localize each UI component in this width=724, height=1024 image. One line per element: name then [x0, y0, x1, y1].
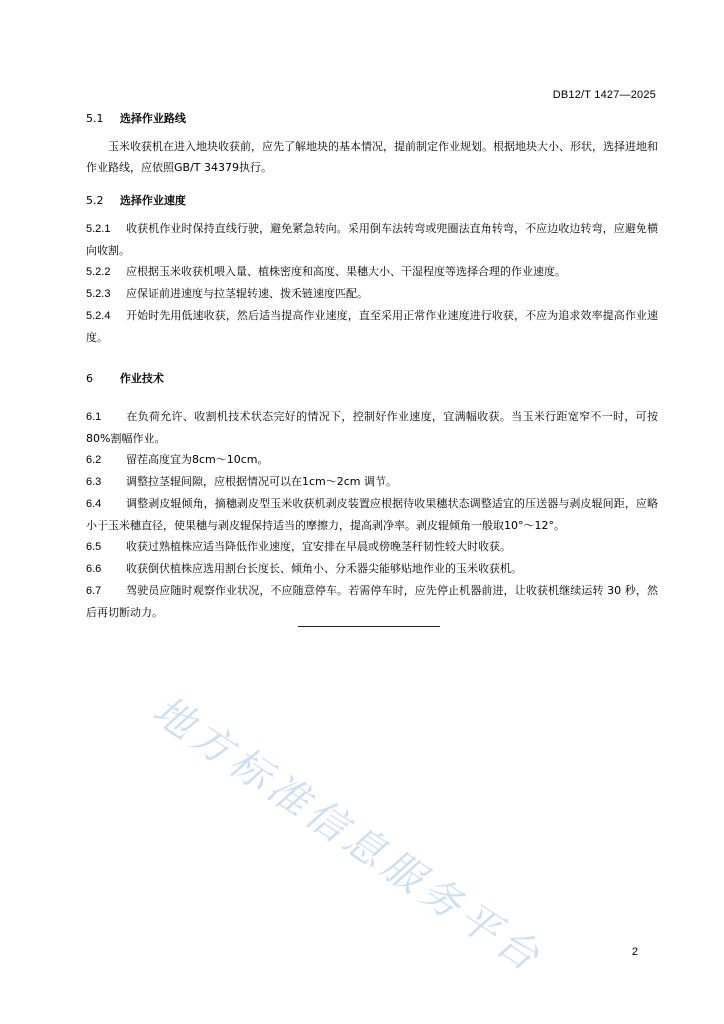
clause-text: 留茬高度宜为8cm～10cm。: [126, 453, 269, 466]
section-heading-6: [86, 372, 658, 386]
clause-text: 在负荷允许、收割机技术状态完好的情况下，控制好作业速度，宜满幅收获。当玉米行距宽窄不一时，可按80%割幅作业。: [86, 410, 658, 445]
clause-number: 6.6: [86, 563, 102, 575]
clause-text: 应保证前进速度与拉茎辊转速、拨禾链速度匹配。: [126, 287, 368, 300]
clause-6-2: [86, 449, 658, 471]
clause-number: 5.2.2: [86, 266, 111, 278]
section-number: 6: [86, 372, 93, 385]
clause-5-2-1: [86, 218, 658, 261]
document-code: DB12/T 1427—2025: [552, 89, 656, 101]
clause-text: 收获倒伏植株应选用割台长度长、倾角小、分禾器尖能够贴地作业的玉米收获机。: [126, 562, 522, 575]
clause-text: 调整剥皮辊倾角，摘穗剥皮型玉米收获机剥皮装置应根据待收果穗状态调整适宜的压送器与剥皮辊间距，应略小于玉米穗直径，使果穗与剥皮辊保持适当的摩擦力，提高剥净率。剥皮辊倾角一般取10°～12°。: [86, 497, 658, 532]
section-title: 选择作业路线: [119, 112, 186, 125]
clause-text: 开始时先用低速收获，然后适当提高作业速度，直至采用正常作业速度进行收获，不应为追求效率提高作业速度。: [86, 309, 658, 344]
clause-6-6: [86, 558, 658, 580]
document-body: [86, 112, 658, 623]
section-heading-5-1: [86, 112, 658, 126]
end-rule: [298, 626, 440, 627]
clause-number: 6.4: [86, 498, 102, 510]
clause-5-2-4: [86, 305, 658, 348]
section-number: 5.2: [86, 194, 104, 207]
section-number: 5.1: [86, 112, 104, 125]
clause-6-7: [86, 580, 658, 623]
clause-number: 6.7: [86, 585, 102, 597]
clause-number: 5.2.1: [86, 223, 111, 235]
page-number: 2: [631, 946, 638, 958]
clause-6-1: [86, 406, 658, 449]
clause-number: 6.1: [86, 411, 102, 423]
watermark: 地方标准信息服务平台: [144, 687, 552, 983]
clause-number: 5.2.3: [86, 288, 111, 300]
section-title: 选择作业速度: [119, 194, 186, 207]
clause-text: 应根据玉米收获机喂入量、植株密度和高度、果穗大小、干湿程度等选择合理的作业速度。: [126, 265, 566, 278]
section-heading-5-2: [86, 194, 658, 208]
section-5-1-paragraph: 玉米收获机在进入地块收获前，应先了解地块的基本情况，提前制定作业规划。根据地块大小、形状，选择进地和作业路线，应依照GB/T 34379执行。: [86, 140, 658, 174]
section-title: 作业技术: [119, 372, 164, 385]
clause-text: 调整拉茎辊间隙，应根据情况可以在1cm～2cm 调节。: [126, 475, 398, 488]
clause-number: 6.2: [86, 454, 102, 466]
clause-number: 5.2.4: [86, 310, 111, 322]
clause-5-2-2: [86, 261, 658, 283]
clause-6-3: [86, 471, 658, 493]
clause-number: 6.3: [86, 476, 102, 488]
clause-number: 6.5: [86, 541, 102, 553]
clause-6-5: [86, 536, 658, 558]
clause-text: 收获过熟植株应适当降低作业速度，宜安排在早晨或傍晚茎秆韧性较大时收获。: [126, 540, 511, 553]
clause-text: 收获机作业时保持直线行驶，避免紧急转向。采用倒车法转弯或兜圈法直角转弯，不应边收边转弯，应避免横向收割。: [86, 222, 658, 257]
clause-text: 驾驶员应随时观察作业状况，不应随意停车。若需停车时，应先停止机器前进，让收获机继续运转 30 秒，然后再切断动力。: [86, 584, 658, 619]
clause-5-2-3: [86, 283, 658, 305]
clause-6-4: [86, 493, 658, 536]
